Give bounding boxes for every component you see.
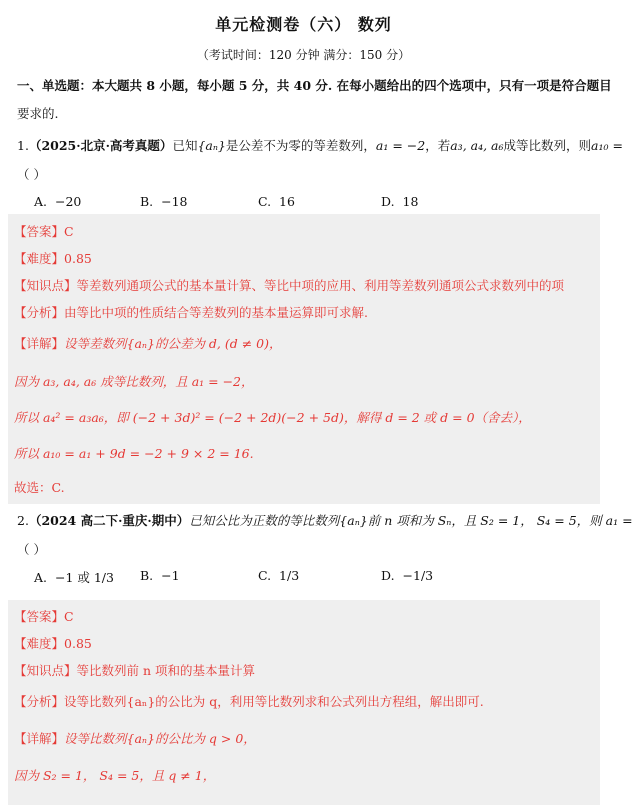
q1-answer: 【答案】C bbox=[14, 224, 74, 239]
exam-info: （考试时间：120 分钟 满分：150 分） bbox=[196, 48, 411, 62]
q2-knowledge: 【知识点】等比数列前 n 项和的基本量计算 bbox=[14, 663, 256, 678]
q1-knowledge: 【知识点】等差数列通项公式的基本量计算、等比中项的应用、利用等差数列通项公式求数列中的项 bbox=[14, 278, 565, 293]
q2-option-b: B. −1 bbox=[140, 568, 180, 583]
q1-detail-3: 所以 a₄² = a₃a₆，即 (−2 + 3d)² = (−2 + 2d)(−2 + 5d)，解得 d = 2 或 d = 0（舍去）， bbox=[14, 410, 531, 425]
section-instructions-cont: 要求的. bbox=[17, 106, 59, 121]
q2-option-d: D. −1/3 bbox=[381, 568, 434, 583]
q1-option-d: D. 18 bbox=[381, 194, 419, 209]
q1-difficulty: 【难度】0.85 bbox=[14, 251, 92, 266]
q2-answer: 【答案】C bbox=[14, 609, 74, 624]
section-instructions: 一、单选题：本大题共 8 小题，每小题 5 分，共 40 分. 在每小题给出的四个选项中，只有一项是符合题目 bbox=[17, 78, 612, 93]
q2-detail-2: 因为 S₂ = 1， S₄ = 5，且 q ≠ 1， bbox=[14, 768, 216, 783]
q1-paren: （ ） bbox=[17, 167, 46, 182]
q1-stem: 1.（2025·北京·高考真题）已知{aₙ}是公差不为零的等差数列，a₁ = −2，若a₃, a₄, a₆成等比数列，则a₁₀ = bbox=[17, 138, 623, 153]
q1-option-b: B. −18 bbox=[140, 194, 188, 209]
q2-stem: 2.（2024 高二下·重庆·期中）已知公比为正数的等比数列{aₙ}前 n 项和为 Sₙ，且 S₂ = 1， S₄ = 5，则 a₁ = bbox=[17, 513, 633, 528]
q1-detail-2: 因为 a₃, a₄, a₆ 成等比数列，且 a₁ = −2， bbox=[14, 374, 254, 389]
q1-detail-1: 【详解】设等差数列{aₙ}的公差为 d, (d ≠ 0)， bbox=[14, 336, 282, 351]
q1-conclusion: 故选：C. bbox=[14, 480, 65, 495]
q1-source: （2025·北京·高考真题） bbox=[28, 138, 173, 153]
q1-option-a: A. −20 bbox=[34, 194, 82, 209]
q2-paren: （ ） bbox=[17, 542, 46, 557]
q1-detail-4: 所以 a₁₀ = a₁ + 9d = −2 + 9 × 2 = 16. bbox=[14, 446, 254, 461]
q1-option-c: C. 16 bbox=[258, 194, 295, 209]
q2-option-c: C. 1/3 bbox=[258, 568, 300, 583]
q2-detail-1: 【详解】设等比数列{aₙ}的公比为 q > 0， bbox=[14, 731, 256, 746]
q2-option-a: A. −1 或 1/3 bbox=[34, 570, 114, 585]
page-title: 单元检测卷（六） 数列 bbox=[215, 15, 392, 34]
q2-analysis: 【分析】设等比数列{aₙ}的公比为 q，利用等比数列求和公式列出方程组，解出即可. bbox=[14, 694, 484, 709]
q2-source: （2024 高二下·重庆·期中） bbox=[28, 513, 190, 528]
q2-difficulty: 【难度】0.85 bbox=[14, 636, 92, 651]
q1-analysis: 【分析】由等比中项的性质结合等差数列的基本量运算即可求解. bbox=[14, 305, 368, 320]
